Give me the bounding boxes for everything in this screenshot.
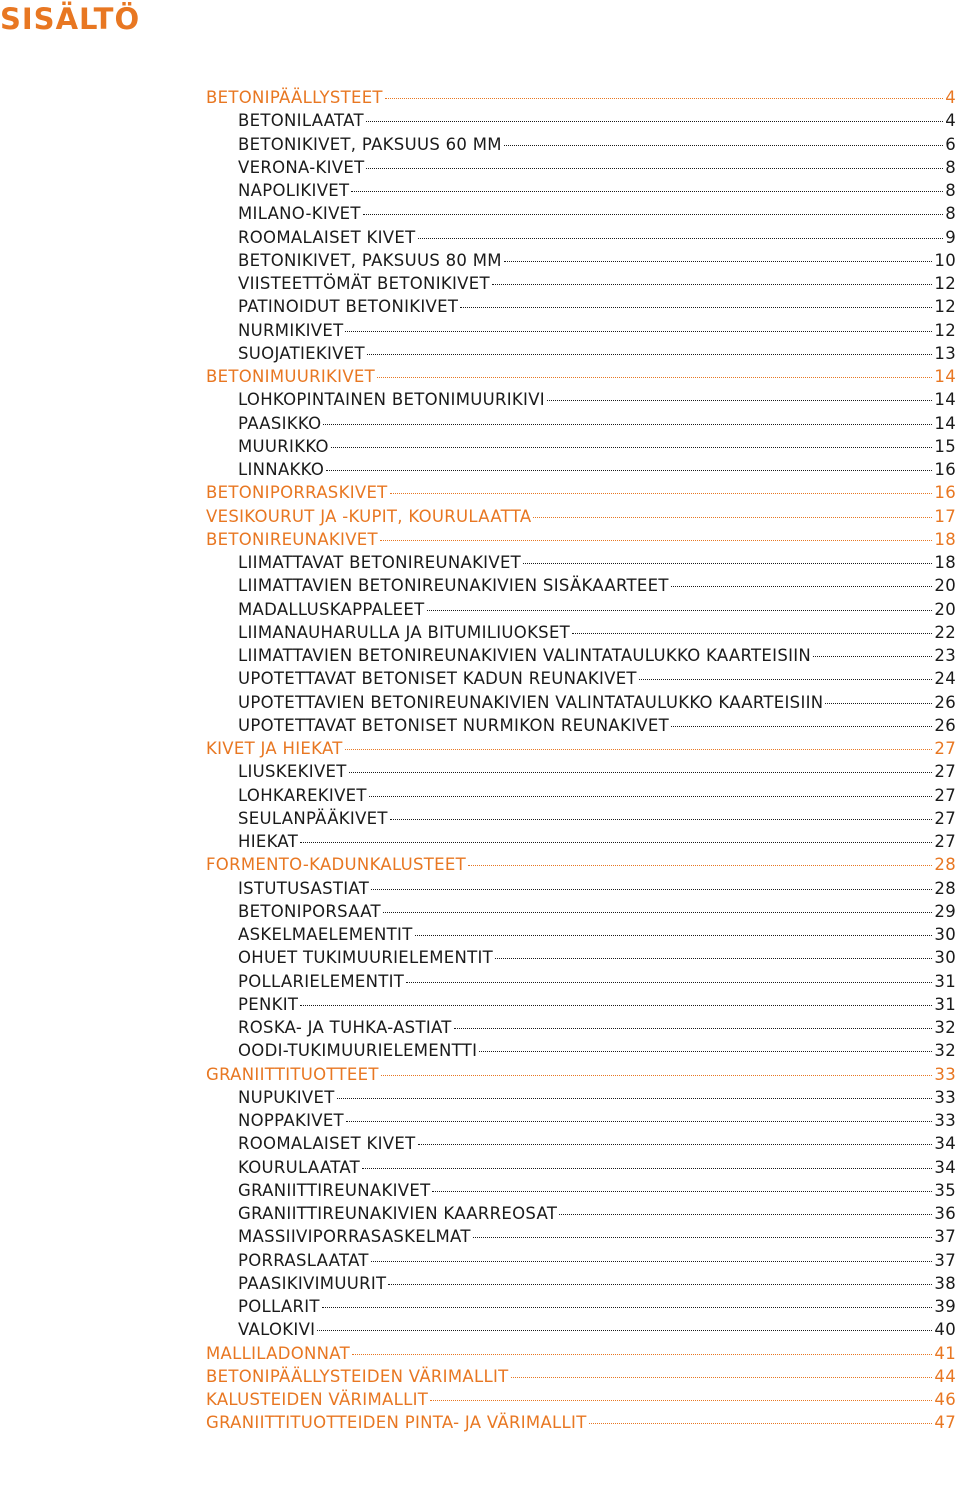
dot-leader [380,540,932,541]
toc-page-number: 28 [934,878,956,898]
toc-entry-label: SEULANPÄÄKIVET [238,808,388,828]
toc-entry-label: MASSIIVIPORRASASKELMAT [238,1227,471,1247]
dot-leader [345,331,932,332]
dot-leader [511,1377,933,1378]
toc-page-number: 40 [934,1320,956,1340]
toc-page-number: 33 [934,1064,956,1084]
dot-leader [415,935,933,936]
toc-entry-label: ISTUTUSASTIAT [238,878,370,898]
toc-subentry[interactable] [206,458,956,481]
dot-leader [326,470,932,471]
dot-leader [323,424,932,425]
toc-entry-label: POLLARIT [238,1297,320,1316]
toc-page-number: 6 [945,134,956,154]
dot-leader [572,633,932,634]
toc-section-entry[interactable] [206,1411,956,1434]
toc-entry-label: LIIMANAUHARULLA JA BITUMILIUOKSET [238,622,571,642]
toc-subentry[interactable] [206,272,956,295]
toc-subentry[interactable] [206,202,956,225]
dot-leader [492,284,933,285]
toc-subentry[interactable] [206,109,956,132]
toc-entry-label: GRANIITTIREUNAKIVIEN KAARREOSAT [238,1204,558,1223]
dot-leader [589,1423,933,1424]
toc-page-number: 12 [934,297,956,317]
toc-page-number: 34 [934,1134,956,1154]
dot-leader [345,749,933,750]
toc-subentry[interactable] [206,1132,956,1155]
toc-subentry[interactable] [206,1086,956,1109]
toc-subentry[interactable] [206,1318,956,1341]
toc-page-number: 14 [934,390,956,410]
toc-subentry[interactable] [206,319,956,342]
dot-leader [390,493,933,494]
toc-subentry[interactable] [206,923,956,946]
toc-page-number: 17 [934,506,956,526]
toc-section-entry[interactable] [206,365,956,388]
toc-entry-label: UPOTETTAVAT BETONISET KADUN REUNAKIVET [238,669,637,689]
dot-leader [362,1168,932,1169]
toc-subentry[interactable] [206,295,956,318]
toc-subentry[interactable] [206,621,956,644]
toc-subentry[interactable] [206,784,956,807]
toc-subentry[interactable] [206,946,956,969]
toc-section-entry[interactable] [206,1388,956,1411]
toc-subentry[interactable] [206,691,956,714]
toc-page-number: 22 [934,622,956,642]
dot-leader [454,1028,933,1029]
toc-entry-label: PAASIKIVIMUURIT [238,1273,387,1293]
toc-subentry[interactable] [206,156,956,179]
toc-subentry[interactable] [206,1225,956,1248]
dot-leader [349,772,933,773]
toc-section-entry[interactable] [206,1365,956,1388]
toc-subentry[interactable] [206,807,956,830]
dot-leader [337,1098,933,1099]
toc-subentry[interactable] [206,1295,956,1318]
dot-leader [418,238,944,239]
toc-page-number: 27 [934,785,956,805]
toc-entry-label: PATINOIDUT BETONIKIVET [238,297,459,317]
toc-entry-label: NUPUKIVET [238,1087,335,1107]
dot-leader [671,586,933,587]
toc-section-entry[interactable] [206,737,956,760]
toc-page-number: 47 [934,1413,956,1433]
toc-section-entry[interactable] [206,86,956,109]
toc-page-number: 8 [945,204,956,224]
toc-page-number: 8 [945,181,956,200]
toc-page-number: 8 [945,157,956,177]
dot-leader [418,1144,933,1145]
toc-page-number: 38 [934,1273,956,1293]
toc-entry-label: OHUET TUKIMUURIELEMENTIT [238,948,494,968]
dot-leader [427,610,933,611]
toc-page-number: 33 [934,1111,956,1130]
dot-leader [388,1284,932,1285]
dot-leader [671,726,932,727]
toc-page-number: 37 [934,1250,956,1270]
dot-leader [523,563,932,564]
dot-leader [547,400,932,401]
toc-page-number: 16 [934,483,956,503]
toc-entry-label: VESIKOURUT JA -KUPIT, KOURULAATTA [206,506,532,526]
toc-page-number: 16 [934,460,956,479]
toc-entry-label: MUURIKKO [238,436,329,456]
toc-entry-label: BETONIKIVET, PAKSUUS 60 MM [238,134,502,154]
toc-entry-label: BETONIREUNAKIVET [206,529,378,549]
toc-page-number: 44 [934,1366,956,1386]
toc-entry-label: VALOKIVI [238,1320,316,1340]
toc-subentry[interactable] [206,551,956,574]
toc-subentry[interactable] [206,714,956,737]
toc-page-number: 15 [934,436,956,456]
toc-entry-label: GRANIITTITUOTTEIDEN PINTA- JA VÄRIMALLIT [206,1413,587,1433]
toc-subentry[interactable] [206,388,956,411]
dot-leader [331,447,933,448]
toc-page-number: 26 [934,692,956,712]
dot-leader [479,1051,932,1052]
toc-page-number: 20 [934,599,956,619]
toc-page-number: 24 [934,669,956,689]
toc-page-number: 27 [934,762,956,782]
toc-entry-label: OODI-TUKIMUURIELEMENTTI [238,1041,478,1061]
dot-leader [366,121,943,122]
toc-page-number: 32 [934,1018,956,1037]
toc-page-number: 41 [934,1343,956,1363]
toc-entry-label: ROOMALAISET KIVET [238,1134,416,1154]
toc-page-number: 4 [945,111,956,131]
toc-page-number: 35 [934,1180,956,1200]
dot-leader [430,1400,932,1401]
dot-leader [460,307,932,308]
toc-page-number: 14 [934,367,956,386]
toc-entry-label: VERONA-KIVET [238,157,365,177]
toc-entry-label: BETONIPÄÄLLYSTEIDEN VÄRIMALLIT [206,1366,509,1386]
toc-entry-label: LINNAKKO [238,460,325,479]
toc-entry-label: LIIMATTAVAT BETONIREUNAKIVET [238,553,522,572]
toc-subentry[interactable] [206,342,956,365]
toc-entry-label: UPOTETTAVIEN BETONIREUNAKIVIEN VALINTATAULUKKO KAARTEISIIN [238,692,824,712]
dot-leader [383,912,932,913]
toc-subentry[interactable] [206,598,956,621]
toc-page-number: 30 [934,948,956,968]
toc-entry-label: VIISTEETTÖMÄT BETONIKIVET [238,274,490,293]
toc-page-number: 30 [934,925,956,944]
dot-leader [813,656,932,657]
toc-entry-label: BETONIKIVET, PAKSUUS 80 MM [238,250,502,270]
toc-entry-label: BETONIPÄÄLLYSTEET [206,88,383,107]
toc-entry-label: NOPPAKIVET [238,1111,344,1130]
toc-page-number: 18 [934,529,956,549]
toc-page-number: 36 [934,1204,956,1223]
dot-leader [371,889,932,890]
toc-entry-label: BETONIMUURIKIVET [206,367,376,386]
toc-subentry[interactable] [206,574,956,597]
dot-leader [390,819,933,820]
toc-page-number: 27 [934,832,956,851]
toc-entry-label: LIIMATTAVIEN BETONIREUNAKIVIEN SISÄKAARTEET [238,576,669,596]
toc-page-number: 29 [934,901,956,921]
dot-leader [825,703,932,704]
toc-page-number: 4 [945,88,956,107]
toc-entry-label: LIIMATTAVIEN BETONIREUNAKIVIEN VALINTATAULUKKO KAARTEISIIN [238,646,812,665]
toc-page-number: 9 [945,227,956,247]
toc-entry-label: KOURULAATAT [238,1157,361,1177]
toc-subentry[interactable] [206,993,956,1016]
toc-entry-label: HIEKAT [238,832,299,851]
toc-section-entry[interactable] [206,853,956,876]
dot-leader [406,982,932,983]
toc-page-number: 46 [934,1390,956,1409]
dot-leader [385,98,943,99]
toc-subentry[interactable] [206,1179,956,1202]
toc-subentry[interactable] [206,435,956,458]
toc-subentry[interactable] [206,226,956,249]
toc-page-number: 28 [934,855,956,875]
toc-subentry[interactable] [206,900,956,923]
toc-subentry[interactable] [206,1109,956,1132]
toc-entry-label: SUOJATIEKIVET [238,343,365,363]
table-of-contents [206,86,956,1435]
toc-entry-label: NURMIKIVET [238,320,344,340]
dot-leader [559,1214,932,1215]
toc-entry-label: MADALLUSKAPPALEET [238,599,425,619]
dot-leader [377,377,932,378]
toc-page-number: 18 [934,553,956,572]
toc-subentry[interactable] [206,249,956,272]
toc-subentry[interactable] [206,760,956,783]
dot-leader [317,1330,932,1331]
toc-section-entry[interactable] [206,505,956,528]
dot-leader [504,261,933,262]
toc-entry-label: MILANO-KIVET [238,204,361,224]
toc-entry-label: PORRASLAATAT [238,1250,369,1270]
dot-leader [300,842,932,843]
toc-subentry[interactable] [206,1272,956,1295]
dot-leader [363,214,943,215]
toc-page-number: 26 [934,715,956,735]
toc-entry-label: KALUSTEIDEN VÄRIMALLIT [206,1390,429,1409]
toc-entry-label: NAPOLIKIVET [238,181,350,200]
dot-leader [639,679,933,680]
toc-section-entry[interactable] [206,1342,956,1365]
toc-entry-label: MALLILADONNAT [206,1343,350,1363]
dot-leader [367,354,933,355]
toc-page-number: 39 [934,1297,956,1316]
toc-subentry[interactable] [206,830,956,853]
toc-section-entry[interactable] [206,1063,956,1086]
toc-subentry[interactable] [206,133,956,156]
toc-page-number: 14 [934,413,956,433]
toc-entry-label: PENKIT [238,994,299,1014]
toc-subentry[interactable] [206,1016,956,1039]
dot-leader [495,958,932,959]
toc-entry-label: LOHKOPINTAINEN BETONIMUURIKIVI [238,390,545,410]
toc-entry-label: ROSKA- JA TUHKA-ASTIAT [238,1018,452,1037]
dot-leader [473,1237,933,1238]
toc-entry-label: ASKELMAELEMENTIT [238,925,413,944]
toc-page-number: 13 [934,343,956,363]
toc-entry-label: BETONIPORSAAT [238,901,381,921]
dot-leader [432,1191,932,1192]
toc-entry-label: LIUSKEKIVET [238,762,347,782]
toc-page-number: 31 [934,971,956,991]
dot-leader [468,865,932,866]
toc-page-number: 10 [934,250,956,270]
dot-leader [351,191,943,192]
toc-subentry[interactable] [206,1202,956,1225]
dot-leader [322,1307,933,1308]
toc-entry-label: GRANIITTIREUNAKIVET [238,1180,431,1200]
toc-entry-label: GRANIITTITUOTTEET [206,1064,379,1084]
toc-page-number: 23 [934,646,956,665]
toc-entry-label: PAASIKKO [238,413,322,433]
toc-subentry[interactable] [206,1039,956,1062]
toc-entry-label: BETONILAATAT [238,111,364,131]
toc-page-number: 27 [934,739,956,758]
toc-subentry[interactable] [206,644,956,667]
toc-page-number: 32 [934,1041,956,1061]
dot-leader [371,1261,933,1262]
dot-leader [366,168,943,169]
toc-entry-label: KIVET JA HIEKAT [206,739,343,758]
toc-subentry[interactable] [206,412,956,435]
toc-subentry[interactable] [206,1156,956,1179]
toc-page-number: 27 [934,808,956,828]
dot-leader [346,1121,932,1122]
dot-leader [369,796,933,797]
toc-page-number: 34 [934,1157,956,1177]
toc-subentry[interactable] [206,1249,956,1272]
toc-page-number: 12 [934,274,956,293]
dot-leader [533,517,932,518]
toc-section-entry[interactable] [206,528,956,551]
toc-entry-label: FORMENTO-KADUNKALUSTEET [206,855,467,875]
toc-section-entry[interactable] [206,481,956,504]
toc-subentry[interactable] [206,970,956,993]
dot-leader [352,1354,932,1355]
toc-page-number: 12 [934,320,956,340]
toc-entry-label: LOHKAREKIVET [238,785,367,805]
toc-entry-label: BETONIPORRASKIVET [206,483,388,503]
dot-leader [381,1075,933,1076]
dot-leader [504,145,943,146]
dot-leader [300,1005,932,1006]
toc-subentry[interactable] [206,877,956,900]
toc-entry-label: POLLARIELEMENTIT [238,971,405,991]
page-title: SISÄLTÖ [0,2,141,36]
toc-entry-label: ROOMALAISET KIVET [238,227,416,247]
toc-page-number: 33 [934,1087,956,1107]
toc-subentry[interactable] [206,179,956,202]
toc-page-number: 31 [934,994,956,1014]
toc-subentry[interactable] [206,667,956,690]
toc-entry-label: UPOTETTAVAT BETONISET NURMIKON REUNAKIVET [238,715,669,735]
toc-page-number: 20 [934,576,956,596]
toc-page-number: 37 [934,1227,956,1247]
